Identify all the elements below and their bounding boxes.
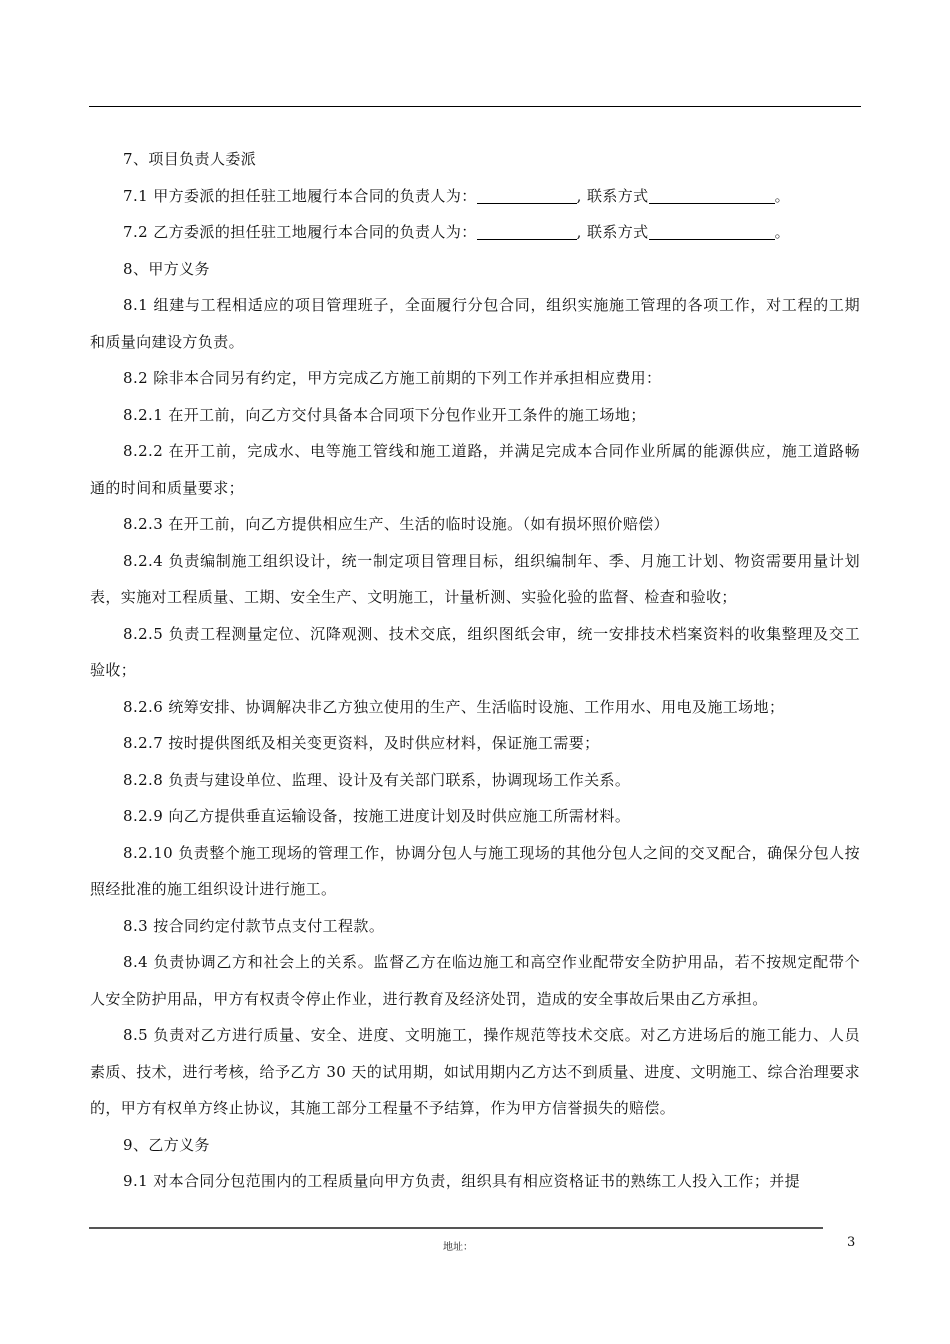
section-heading: 8、甲方义务 — [123, 259, 210, 278]
section-heading: 9、乙方义务 — [123, 1135, 210, 1154]
page-number: 3 — [847, 1235, 856, 1250]
name-blank[interactable] — [477, 221, 577, 240]
clause-text: 7.2 乙方委派的担任驻工地履行本合同的负责人为： — [123, 223, 477, 241]
clause-text: 。 — [774, 223, 790, 241]
clause-7-2 — [90, 214, 860, 251]
clause-paragraph: 8.2.6 统筹安排、协调解决非乙方独立使用的生产、生活临时设施、工作用水、用电及施工场地； — [123, 697, 785, 716]
clause-text: , 联系方式 — [576, 223, 649, 241]
clause-paragraph: 8.3 按合同约定付款节点支付工程款。 — [123, 916, 385, 935]
clause-text: 。 — [774, 186, 790, 205]
clause-paragraph: 8.2.1 在开工前，向乙方交付具备本合同项下分包作业开工条件的施工场地； — [123, 405, 646, 424]
section-heading: 7、项目负责人委派 — [123, 150, 257, 168]
clause-text: 7.1 甲方委派的担任驻工地履行本合同的负责人为： — [123, 186, 477, 205]
clause-paragraph: 9.1 对本合同分包范围内的工程质量向甲方负责，组织具有相应资格证书的熟练工人投入工作；并提 — [123, 1172, 801, 1190]
footer-rule — [89, 1227, 823, 1229]
clause-7-1 — [90, 178, 860, 215]
clause-paragraph: 8.2.8 负责与建设单位、监理、设计及有关部门联系，协调现场工作关系。 — [123, 770, 631, 789]
clause-paragraph: 8.2.3 在开工前，向乙方提供相应生产、生活的临时设施。（如有损坏照价赔偿） — [123, 515, 670, 533]
clause-paragraph: 8.2.10 负责整个施工现场的管理工作，协调分包人与施工现场的其他分包人之间的交叉配合，确保分包人按照经批准的施工组织设计进行施工。 — [90, 843, 860, 898]
clause-paragraph: 8.2.5 负责工程测量定位、沉降观测、技术交底，组织图纸会审，统一安排技术档案资料的收集整理及交工验收； — [90, 624, 860, 679]
document-body — [90, 141, 860, 1200]
header-rule — [89, 106, 861, 107]
clause-paragraph: 8.2.2 在开工前，完成水、电等施工管线和施工道路，并满足完成本合同作业所属的能源供应，施工道路畅通的时间和质量要求； — [90, 442, 860, 497]
clause-paragraph: 8.2.4 负责编制施工组织设计，统一制定项目管理目标，组织编制年、季、月施工计划、物资需要用量计划表，实施对工程质量、工期、安全生产、文明施工，计量析测、实验化验的监督、检查和验收； — [90, 551, 860, 606]
clause-paragraph: 8.1 组建与工程相适应的项目管理班子，全面履行分包合同，组织实施施工管理的各项工作，对工程的工期和质量向建设方负责。 — [90, 296, 860, 351]
name-blank[interactable] — [477, 185, 577, 204]
clause-paragraph: 8.2.9 向乙方提供垂直运输设备，按施工进度计划及时供应施工所需材料。 — [123, 807, 631, 825]
clause-paragraph: 8.2 除非本合同另有约定，甲方完成乙方施工前期的下列工作并承担相应费用： — [123, 369, 662, 387]
clause-paragraph: 8.2.7 按时提供图纸及相关变更资料，及时供应材料，保证施工需要； — [123, 734, 600, 752]
contact-blank[interactable] — [649, 185, 775, 204]
footer-address: 地址： — [443, 1242, 473, 1253]
clause-paragraph: 8.5 负责对乙方进行质量、安全、进度、文明施工，操作规范等技术交底。对乙方进场后的施工能力、人员素质、技术，进行考核，给予乙方 30 天的试用期，如试用期内乙方达不到质量、进度、文明施工、综合治理要求的，甲方有权单方终止协议，其施工部分工程量不予结算，作为甲方信誉损失的赔偿。 — [90, 1026, 860, 1117]
clause-paragraph: 8.4 负责协调乙方和社会上的关系。监督乙方在临边施工和高空作业配带安全防护用品，若不按规定配带个人安全防护用品，甲方有权责令停止作业，进行教育及经济处罚，造成的安全事故后果由乙方承担。 — [90, 953, 860, 1008]
contact-blank[interactable] — [649, 221, 775, 240]
clause-text: , 联系方式 — [576, 186, 649, 205]
